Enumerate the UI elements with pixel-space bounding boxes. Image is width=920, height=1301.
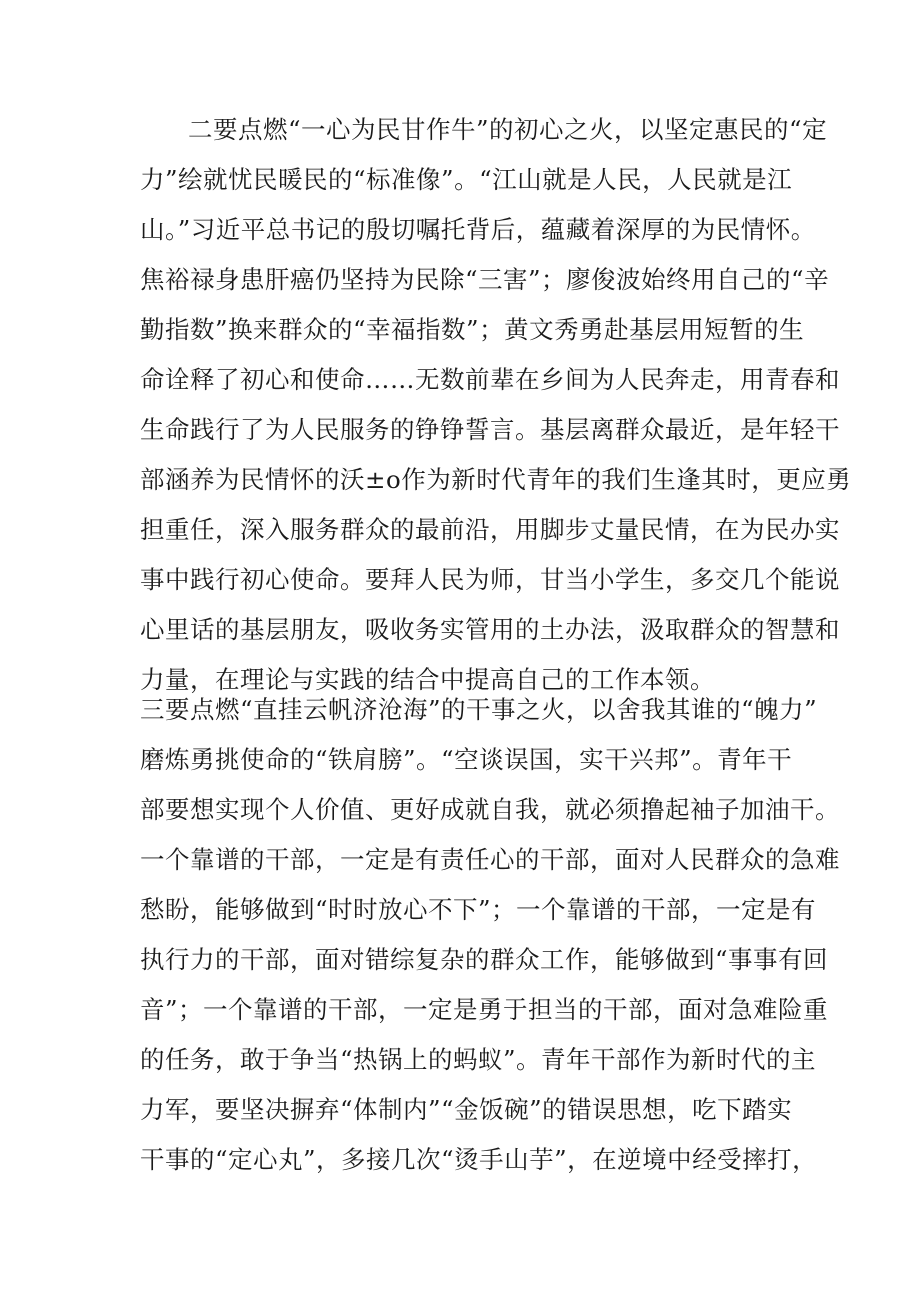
text-line: 心里话的基层朋友，吸收务实管用的土办法，汲取群众的智慧和 <box>140 615 840 644</box>
text-line: 三要点燃“直挂云帆济沧海”的干事之火，以舍我其谁的“魄力” <box>140 695 818 724</box>
text-line: 部涵养为民情怀的沃±o作为新时代青年的我们生逢其时，更应勇 <box>140 465 852 494</box>
text-line: 力军，要坚决摒弃“体制内”“金饭碗”的错误思想，吃下踏实 <box>140 1095 793 1124</box>
text-line: 的任务，敢于争当“热锅上的蚂蚁”。青年干部作为新时代的主 <box>140 1045 817 1074</box>
text-line: 力”绘就忧民暖民的“标准像”。“江山就是人民，人民就是江 <box>140 165 793 194</box>
text-line: 愁盼，能够做到“时时放心不下”；一个靠谱的干部，一定是有 <box>140 895 817 924</box>
text-line: 二要点燃“一心为民甘作牛”的初心之火，以坚定惠民的“定 <box>188 115 828 144</box>
text-line: 山。”习近平总书记的殷切嘱托背后，蕴藏着深厚的为民情怀。 <box>140 215 816 244</box>
text-line: 部要想实现个人价值、更好成就自我，就必须撸起袖子加油干。 <box>140 795 840 824</box>
text-line: 力量，在理论与实践的结合中提高自己的工作本领。 <box>140 665 715 694</box>
text-line: 担重任，深入服务群众的最前沿，用脚步丈量民情，在为民办实 <box>140 515 840 544</box>
text-line: 焦裕禄身患肝癌仍坚持为民除“三害”；廖俊波始终用自己的“辛 <box>140 265 830 294</box>
text-line: 勤指数”换来群众的“幸福指数”；黄文秀勇赴基层用短暂的生 <box>140 315 805 344</box>
text-line: 命诠释了初心和使命……无数前辈在乡间为人民奔走，用青春和 <box>140 365 840 394</box>
text-line: 执行力的干部，面对错综复杂的群众工作，能够做到“事事有回 <box>140 945 829 974</box>
text-line: 干事的“定心丸”，多接几次“烫手山芋”，在逆境中经受摔打， <box>140 1145 818 1174</box>
text-line: 一个靠谱的干部，一定是有责任心的干部，面对人民群众的急难 <box>140 845 840 874</box>
text-line: 事中践行初心使命。要拜人民为师，甘当小学生，多交几个能说 <box>140 565 840 594</box>
text-line: 磨炼勇挑使命的“铁肩膀”。“空谈误国，实干兴邦”。青年干 <box>140 745 793 774</box>
text-line: 音”；一个靠谱的干部，一定是勇于担当的干部，面对急难险重 <box>140 995 829 1024</box>
text-line: 生命践行了为人民服务的铮铮誓言。基层离群众最近，是年轻干 <box>140 415 840 444</box>
